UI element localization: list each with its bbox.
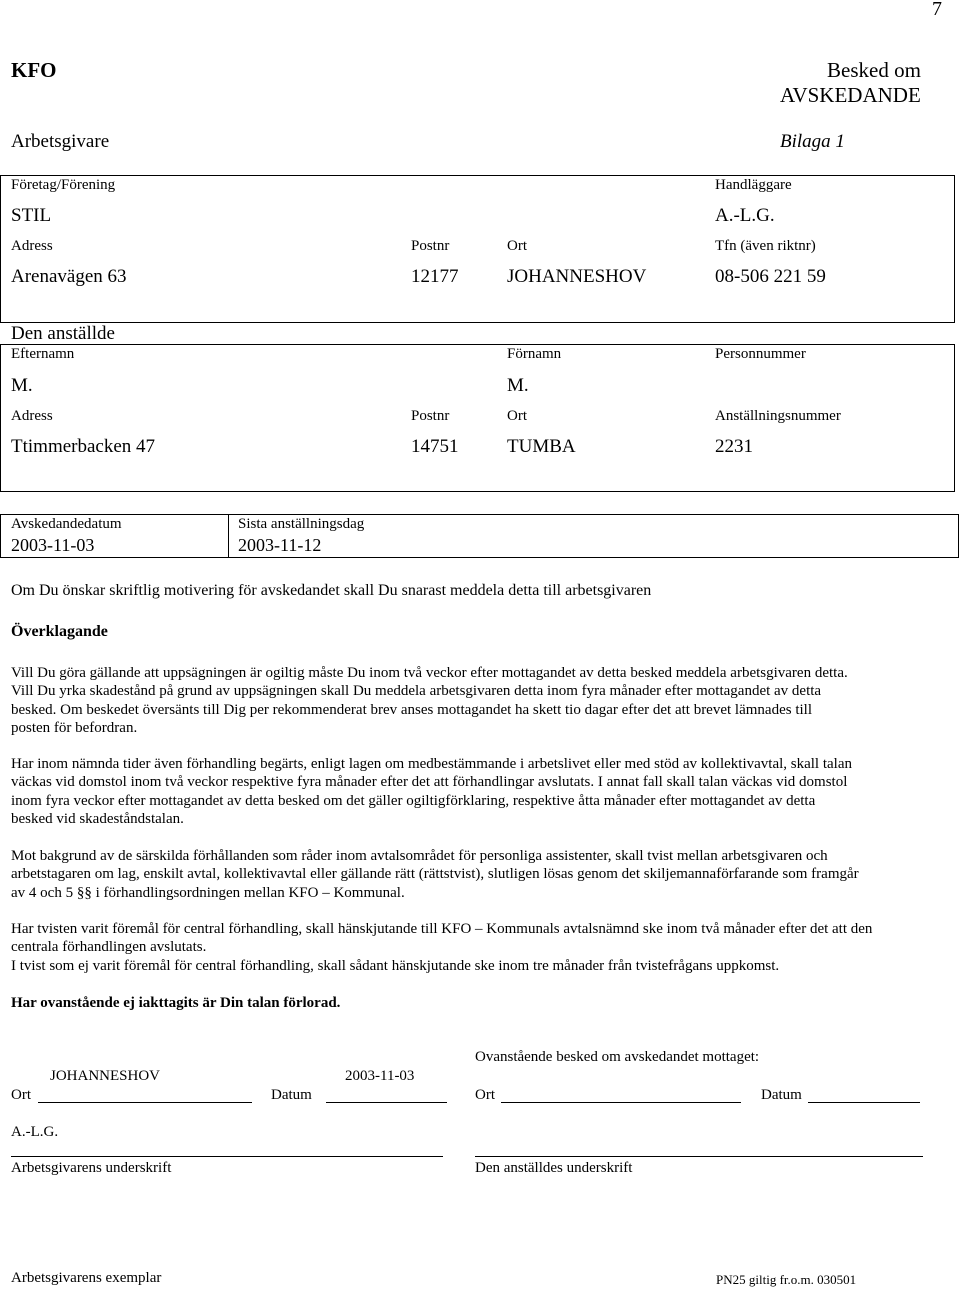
appeal-paragraph-1: [11, 664, 931, 738]
signer-name: A.-L.G.: [11, 1124, 59, 1140]
dismissal-date-label: Avskedandedatum: [11, 516, 122, 532]
appeal-p4-line3: I tvist som ej varit föremål för central förhandling, skall sådant hänskjutande ske inom tre månader från tvistefrågans uppkomst.: [11, 957, 780, 974]
employer-postnr-label: Postnr: [411, 238, 450, 254]
dismissal-date-value: 2003-11-03: [11, 535, 95, 555]
employee-city-label: Ort: [507, 408, 527, 424]
page-number: 7: [932, 0, 942, 20]
employer-address-value: Arenavägen 63: [11, 266, 127, 287]
appeal-p3-line1: Mot bakgrund av de särskilda förhållanden som råder inom avtalsområdet för personliga assistenter, skall tvist mellan arbetsgivaren och: [11, 848, 828, 864]
date-label: Datum: [271, 1087, 312, 1103]
employer-signature-label: Arbetsgivarens underskrift: [11, 1160, 172, 1176]
company-value: STIL: [11, 205, 52, 226]
appeal-p1-line4: posten för befordran.: [11, 720, 138, 737]
employee-city-value: TUMBA: [507, 436, 576, 457]
employee-address-label: Adress: [11, 408, 53, 424]
employee-postnr-value: 14751: [411, 436, 459, 457]
appeal-paragraph-4: [11, 920, 931, 975]
date-value: 2003-11-03: [345, 1068, 415, 1084]
footer-form-id: PN25 giltig fr.o.m. 030501: [716, 1272, 857, 1287]
motivation-text: Om Du önskar skriftlig motivering för avskedandet skall Du snarast meddela detta till arbetsgivaren: [11, 582, 652, 599]
employee-date-line[interactable]: [808, 1102, 920, 1103]
section-employee: Den anställde: [11, 323, 115, 344]
place-label: Ort: [11, 1087, 31, 1103]
appeal-p3-line2: arbetstagaren om lag, enskilt avtal, kollektivavtal eller gällande rätt (rättstvist), slutligen lösas genom det skiljemannaförfarande som framgår: [11, 866, 859, 883]
footer-copy-label: Arbetsgivarens exemplar: [11, 1270, 162, 1286]
employment-number-label: Anställningsnummer: [715, 408, 841, 424]
employer-city-label: Ort: [507, 238, 527, 254]
document-title-line1: Besked om: [827, 58, 921, 82]
firstname-label: Förnamn: [507, 346, 562, 362]
appeal-p1-line3: besked. Om beskedet översänts till Dig per rekommenderat brev anses mottagandet ha skett tio dagar efter det att brevet lämnades till: [11, 701, 812, 718]
employer-address-label: Adress: [11, 238, 53, 254]
appeal-p1-line2: Vill Du yrka skadestånd på grund av uppsägningen skall Du meddela arbetsgivaren detta inom fyra månader efter mottagandet av detta: [11, 683, 822, 700]
employer-phone-value: 08-506 221 59: [715, 266, 826, 287]
appeal-paragraph-3: [11, 847, 931, 902]
employee-address-value: Ttimmerbacken 47: [11, 436, 156, 457]
appeal-p2-line3: inom fyra veckor efter mottagandet av detta besked om det gäller ogiltigförklaring, respektive åtta månader efter mottagandet av detta: [11, 792, 816, 809]
employee-date-label: Datum: [761, 1087, 802, 1103]
place-value: JOHANNESHOV: [50, 1068, 161, 1084]
handler-label: Handläggare: [715, 177, 792, 193]
handler-value: A.-L.G.: [715, 205, 775, 226]
personnummer-label: Personnummer: [715, 346, 806, 362]
employee-signature-line[interactable]: [475, 1156, 923, 1157]
employer-phone-label: Tfn (även riktnr): [715, 238, 816, 254]
employee-signature-label: Den anställdes underskrift: [475, 1160, 633, 1176]
appeal-p3-line3: av 4 och 5 §§ i förhandlingsordningen mellan KFO – Kommunal.: [11, 884, 405, 901]
appeal-heading: Överklagande: [11, 623, 108, 640]
date-line[interactable]: [326, 1102, 447, 1103]
last-day-label: Sista anställningsdag: [238, 516, 365, 532]
employee-postnr-label: Postnr: [411, 408, 450, 424]
section-employer: Arbetsgivare: [11, 131, 110, 152]
dates-box: [0, 514, 959, 558]
employer-city-value: JOHANNESHOV: [507, 266, 647, 287]
lastname-label: Efternamn: [11, 346, 75, 362]
firstname-value: M.: [507, 375, 529, 396]
document-title-line2: AVSKEDANDE: [780, 83, 921, 107]
appeal-p2-line2: väckas vid domstol inom två veckor respektive fyra månader efter det att förhandlingar avslutats. I annat fall skall talan väckas vid domstol: [11, 774, 848, 791]
warning-text: Har ovanstående ej iakttagits är Din talan förlorad.: [11, 995, 341, 1011]
appeal-p2-line4: besked vid skadeståndstalan.: [11, 811, 184, 828]
received-label: Ovanstående besked om avskedandet mottaget:: [475, 1049, 760, 1065]
appeal-paragraph-2: [11, 755, 931, 829]
org-name: KFO: [11, 58, 57, 82]
place-line[interactable]: [38, 1102, 252, 1103]
company-label: Företag/Förening: [11, 177, 116, 193]
employee-place-line[interactable]: [501, 1102, 741, 1103]
appeal-p4-line1: Har tvisten varit föremål för central förhandling, skall hänskjutande till KFO – Kommunals avtalsnämnd ske inom två månader efter det att den: [11, 921, 873, 937]
employer-signature-line[interactable]: [11, 1156, 443, 1157]
last-day-value: 2003-11-12: [238, 535, 322, 555]
dates-divider: [228, 514, 229, 558]
lastname-value: M.: [11, 375, 33, 396]
attachment-label: Bilaga 1: [780, 131, 845, 152]
employment-number-value: 2231: [715, 436, 753, 457]
appeal-p2-line1: Har inom nämnda tider även förhandling begärts, enligt lagen om medbestämmande i arbetslivet eller med stöd av kollektivavtal, skall talan: [11, 756, 852, 772]
appeal-p1-line1: Vill Du göra gällande att uppsägningen är ogiltig måste Du inom två veckor efter mottagandet av detta besked meddela arbetsgivaren detta.: [11, 665, 848, 681]
appeal-p4-line2: centrala förhandlingen avslutats.: [11, 939, 207, 956]
employer-postnr-value: 12177: [411, 266, 459, 287]
employee-place-label: Ort: [475, 1087, 495, 1103]
